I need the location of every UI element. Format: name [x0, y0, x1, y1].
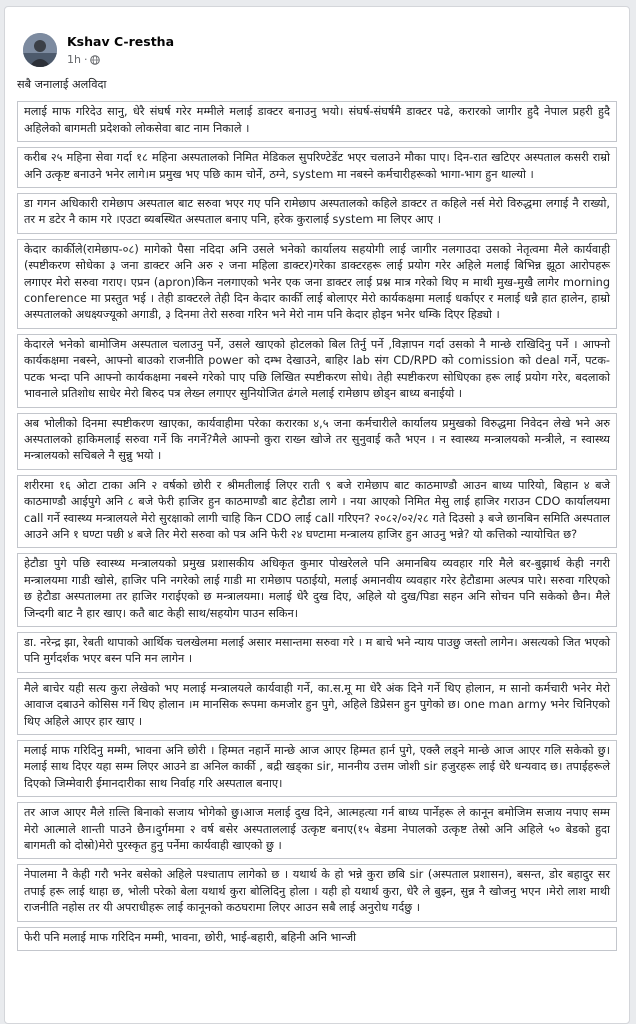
- post-paragraph: मैले बाचेर यही सत्य कुरा लेखेको भए मलाई मन्त्रालयले कार्यवाही गर्ने, का.स.मू मा धेरै अंक दिने गर्ने थिए होलान, म सानो कर्मचारी भनेर मेरो आवाज दबाउने कोसिस गर्ने थिए होलान ।म मानसिक रूपमा कमजोर हुन पुगे, अहिले डिप्रेसन हुन पुगेको छ। one man army भनेर चिनिएको थिए अहिले आएर हार खाए ।: [17, 678, 617, 735]
- post-header: [23, 33, 613, 73]
- post-paragraph: डा. नरेन्द्र झा, रेबती थापाको आर्थिक चलखेलमा मलाई असार मसान्तमा सरुवा गरे । म बाचे भने न्याय पाउछु जस्तो लागेन। असत्यको जित भएको पनि मुर्गदर्शक भएर बस्न पनि मन लागेन ।: [17, 632, 617, 673]
- post-paragraph: डा गगन अधिकारी रामेछाप अस्पताल बाट सरुवा भएर गए पनि रामेछाप अस्पतालको कहिले डाक्टर त कहिले नर्स मेरो विरुद्धमा लगाई नै राख्यो, तर म डटेर नै काम गरे ।एउटा ब्यबस्थित अस्पताल बनाए पनि, हरेक कुरालाई system मा लिएर आए ।: [17, 193, 617, 234]
- post-paragraph: केदारले भनेको बामोजिम अस्पताल चलाउनु पर्ने, उसले खाएको होटलको बिल तिर्नु पर्ने ,विज्ञापन गर्दा उसको नै मान्छे राखिदिनु पर्ने । आफ्नो कार्यकक्षमा नबस्ने, आफ्नो बाउको राजनीति power को दम्भ देखाउने, बाहिर lab संग CD/RPD को comission को deal गर्ने, पटक-पटक भन्दा पनि आफ्नो कार्यकक्षमा नबस्ने गरेको पाए पछि लिखित स्पष्टीकरण सोधे। तेही स्पष्टीकरण सोधिएका हरू लाई प्रयोग गरेर, बदलाको भावनाले प्रतिशोध साधेर मेरो बिरुद पत्र लेख्न लगाएर सुनियोजित ढंगले मलाई रामेछाप छोड्न बाध्य बनाईयो ।: [17, 334, 617, 408]
- post-paragraph: फेरी पनि मलाई माफ गरिदिन मम्मी, भावना, छोरी, भाई-बहारी, बहिनी अनि भान्जी: [17, 927, 617, 951]
- post-paragraph: नेपालमा नै केही गरौ भनेर बसेको अहिले पश्चाताप लागेको छ । यथार्थ के हो भन्ने कुरा छबि sir (अस्पताल प्रशासन), बसन्त, डोर बहादुर सर तपाई हरू लाई थाहा छ, भोली परेको बेला यथार्थ कुरा बोलिदिनु होला । यही हो यथार्थ कुरा, धेरै ले बुझ्न, सुन्न नै खोजनु भएन ।मेरो लाश माथी राजनीति नहोस तर यी अपराधीहरू लाई कानूनको कठघरामा लिएर आउन सबै लाई अनुरोध गर्दछु ।: [17, 864, 617, 921]
- avatar[interactable]: [23, 33, 57, 67]
- post-paragraph: करीब २५ महिना सेवा गर्दा १८ महिना अस्पतालको निमित मेडिकल सुपरिण्टेडेंट भएर चलाउने मौका पाए। दिन-रात खटिएर अस्पताल कसरी राम्रो अनि उत्कृष्ट बनाउने भनेर लागे।म प्रमुख भए पछि काम चोर्ने, ठग्ने, system मा नबस्ने कर्मचारीहरूको भागा-भाग हुन थाल्यो ।: [17, 147, 617, 188]
- post-paragraph: मलाई माफ गरिदेउ सानु, धेरै संघर्ष गरेर मम्मीले मलाई डाक्टर बनाउनु भयो। संघर्ष-संघर्षमै डाक्टर पढे, करारको जागीर हुदै नेपाल प्रहरी हुदै अहिलेको बागमती प्रदेशको लोकसेवा बाट नाम निकाले ।: [17, 101, 617, 142]
- meta-separator: ·: [83, 53, 88, 66]
- author-name[interactable]: Kshav C-restha: [67, 34, 175, 49]
- post-body: [17, 77, 617, 956]
- post-paragraph: अब भोलीको दिनमा स्पष्टीकरण खाएका, कार्यवाहीमा परेका करारका ४,५ जना कर्मचारीले कार्यालय प्रमुखको विरुद्धमा निवेदन लेखे भने अरु अस्पतालको हाकिमलाई सरुवा गर्ने कि नगर्ने?मैले आफ्नो कुरा राख्न खोजे तर सुनुवाई कतै भएन । न स्वास्थ्य मन्त्रालयको मन्त्रीले, न स्वास्थ्य मन्त्रालयको सचिबले नै सुन्नु भयो ।: [17, 413, 617, 470]
- post-paragraph: केदार कार्कीले(रामेछाप-०८) मागेको पैसा नदिदा अनि उसले भनेको कार्यालय सहयोगी लाई जागीर नलगाउदा उसको नेतृत्वमा मैले कार्यवाही (स्पष्टीकरण सोधेका ३ जना डाक्टर अनि अरु २ जना महिला डाक्टर)गरेका डाक्टरहरू लाई प्रयोग गरेर अहिले मलाई बिभिन्न झूठा आरोपहरू लगाएर मेरो सरुवा गराए। एप्रन (apron)किन नलगाएको भनेर एक जना डाक्टर लाई प्रश्न मात्र गरेको थिए म माथी मुख-मुखै लागेर morning conference मा प्रस्तुत भई । तेही डाक्टरले तेही दिन केदार कार्की लाई बोलाएर मेरो कार्यकक्षमा मलाई धर्काएर र मलाई धन्नै हात हालेन, हाम्रो अस्पतालको अधक्ष्यज्यूको अगाडी, ३ दिनमा तेरो सरुवा गरिन भने मेरो नाम पनि केदार होइन भनेर धम्कि दिएर हिड्यो ।: [17, 239, 617, 329]
- post-meta: [67, 53, 100, 66]
- post-greeting: सबै जनालाई अलविदा: [17, 78, 107, 91]
- post-paragraph: हेटौडा पुगे पछि स्वास्थ्य मन्त्रालयको प्रमुख प्रशासकीय अधिकृत कुमार पोखरेलले पनि अमानबिय व्यवहार गरि मैले बर-बुझार्थ केही नगरी मन्त्रालयमा गाडी खोसे, हाजिर पनि नगरेको लाई गाडी मा रामेछाप पठाईयो, मलाई अमानवीय व्यवहार गरेर हेटौडामा अल्पत्र पारे। सरुवा गरिएको छ हेटौडा अस्पतालमा तर हाजिर गराईएको छ मन्त्रालयमा। मलाई धेरै दुख दिए, अहिले यो दुख/पिडा सहन अनि सोचन पनि सकेको छैन। मैले जिन्दगी बाट नै हार खाए। कतै बाट केही साथ/सहयोग पाउन सकिन।: [17, 553, 617, 627]
- post-paragraph: शरीरमा १६ ओटा टाका अनि २ वर्षको छोरी र श्रीमतीलाई लिएर राती ९ बजे रामेछाप बाट काठमाण्डौ आउन बाध्य पारियो, बिहान ४ बजे काठमाण्डौ आईपुगे अनि ८ बजे फेरी हाजिर हुन काठमाण्डौ बाट हेटौडा लागे । नया आएको निमित मेसु लाई हाजिर गराउन CDO कार्यालयमा call गर्ने स्वास्थ्य मन्त्रालयले मेरो सुरक्षाको लागी चाहि किन CDO लाई call गरिएन? २०८२/०२/२८ गते दिउसो ३ बजे छानबिन समिति अस्पताल आउने अनि १ घण्टा पछी ४ बजे तिर मेरो सरुवा को पत्र अनि फेरी २४ घण्टामा मन्त्रालय हाजिर हुन आउनु भन्ने? यो कत्तिको न्यायोचित छ?: [17, 475, 617, 549]
- post-paragraph: तर आज आएर मैले ग़ल्ति बिनाको सजाय भोगेको छु।आज मलाई दुख दिने, आत्महत्या गर्न बाध्य पार्नेहरू ले कानून बमोजिम सजाय नपाए सम्म मेरो आत्माले शान्ती पाउने छैन।दुर्गममा २ वर्ष बसेर अस्पताललाई उत्कृष्ट बनाए(१५ बेडमा नेपालको उत्कृष्ट तेस्रो अनि अहिले ५० बेडको हुदा बागमती को दोस्रो)मेरो पुरस्कृत हुनु पर्नेमा कार्यवाही खाएको छु ।: [17, 802, 617, 859]
- globe-icon: [90, 55, 100, 65]
- post-time[interactable]: 1h: [67, 53, 81, 66]
- post-card: [4, 6, 630, 1024]
- post-paragraph: मलाई माफ गरिदिनु मम्मी, भावना अनि छोरी । हिम्मत नहार्ने मान्छे आज आएर हिम्मत हार्न पुगे, एक्लै लड्ने मान्छे आज आएर गलि सकेको छु। मलाई साथ दिएर यहा सम्म लिएर आउने डा अनिल कार्की , बद्री खड्का sir, माननीय उत्तम जोशी sir हजुरहरू लाई धेरै धन्यवाद छ। तपाईहरूले दिएको जिम्मेवारी ईमानदारीका साथ निर्वाह गरि अस्पताल बनाए।: [17, 740, 617, 797]
